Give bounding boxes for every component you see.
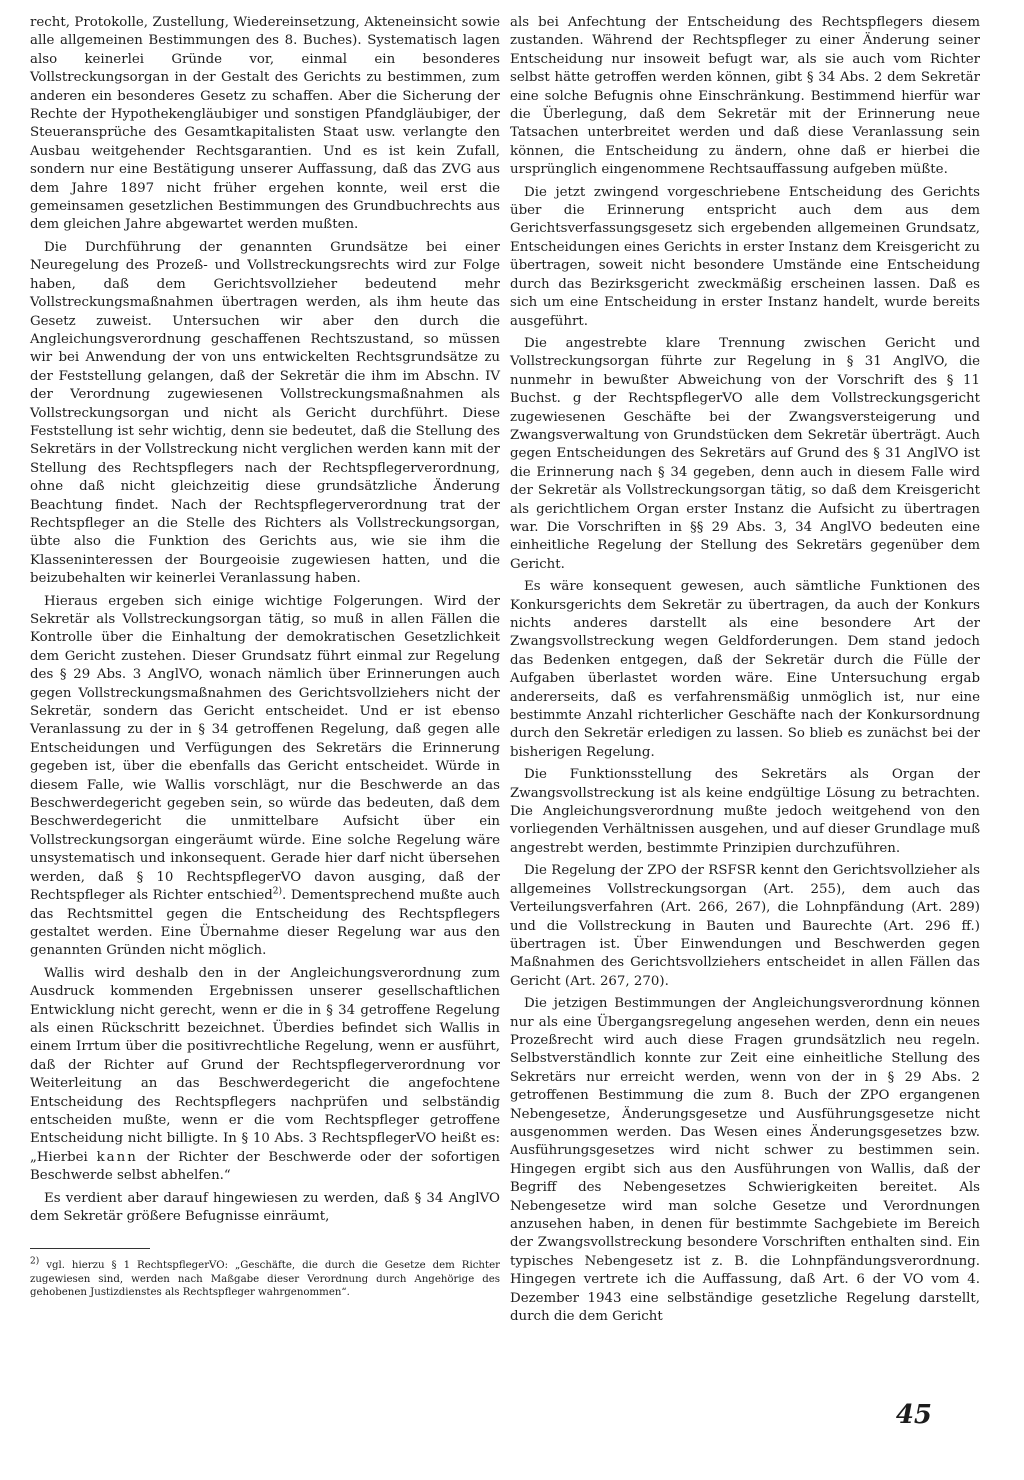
right-paragraph-6: Die Regelung der ZPO der RSFSR kennt den Gerichtsvollzieher als allgemeines Vollstreckungsorgan (Art. 255), dem auch das Verteilungsverfahren (Art. 266, 267), die Lohnpfändung (Art. 289) und die Vollstreckung in Bauten und Baurechte (Art. 296 ff.) übertragen ist. Über Einwendungen und Beschwerden gegen Maßnahmen des Gerichtsvollziehers entscheidet in allen Fällen das Gericht (Art. 267, 270). xyxy=(510,863,980,989)
right-paragraph-5: Die Funktionsstellung des Sekretärs als Organ der Zwangsvollstreckung ist als keine endgültige Lösung zu betrachten. Die Angleichungsverordnung mußte jedoch weitgehend von den vorliegenden Verhältnissen ausgehen, und auf dieser Grundlage muß angestrebt werden, bestimmte Prinzipien durchzuführen. xyxy=(510,767,980,856)
left-paragraph-4-text: Wallis wird deshalb den in der Angleichungsverordnung zum Ausdruck kommenden Ergebnissen unserer gesellschaftlichen Entwicklung nicht gerecht, wenn er die in § 34 getroffene Regelung als einen Rückschritt bezeichnet. Überdies befindet sich Wallis in einem Irrtum über die positivrechtliche Regelung, wenn er ausführt, daß der Richter auf Grund der Rechtspflegerverordnung vor Weiterleitung an das Beschwerdegericht die angefochtene Entscheidung des Rechtspflegers nachprüfen und selbständig entscheiden mußte, wenn er die vom Rechtspfleger getroffene Entscheidung nicht billigte. In § 10 Abs. 3 RechtspflegerVO heißt es: „Hierbei xyxy=(30,965,500,1165)
right-paragraph-7: Die jetzigen Bestimmungen der Angleichungsverordnung können nur als eine Übergangsregelung angesehen werden, denn ein neues Prozeßrecht wird auch diese Fragen grundsätzlich neu regeln. Selbstverständlich konnte zur Zeit eine einheitliche Stellung des Sekretärs nur erreicht werden, wenn von der in § 29 Abs. 2 getroffenen Bestimmung die zum 8. Buch der ZPO ergangenen Nebengesetze, Änderungsgesetze und Ausführungsgesetze nicht ausgenommen werden. Das Wesen eines Änderungsgesetzes bzw. Ausführungsgesetzes wird nicht schwer zu bestimmen sein. Hingegen ergibt sich aus den Ausführungen von Wallis, daß der Begriff des Nebengesetzes Schwierigkeiten bereitet. Als Nebengesetze wird man solche Gesetze und Verordnungen anzusehen haben, in denen für bestimmte Sachgebiete im Bereich der Zwangsvollstreckung besondere Vorschriften enthalten sind. Ein typisches Nebengesetz ist z. B. die Lohnpfändungsverordnung. Hingegen vertrete ich die Auffassung, daß Art. 6 der VO vom 4. Dezember 1943 eine selbständige gesetzliche Regelung darstellt, durch die dem Gericht xyxy=(510,996,980,1325)
left-paragraph-4 xyxy=(30,965,500,1186)
footnote-marker: 2) xyxy=(30,1257,40,1268)
right-paragraph-2: Die jetzt zwingend vorgeschriebene Entscheidung des Gerichts über die Erinnerung entspricht auch dem aus dem Gerichtsverfassungsgesetz sich ergebenden allgemeinen Grundsatz, Entscheidungen eines Gerichts in erster Instanz dem Kreisgericht zu übertragen, soweit nicht besondere Umstände eine Entscheidung durch das Bezirksgericht zweckmäßig erscheinen lassen. Daß es sich um eine Entscheidung in erster Instanz handelt, wurde bereits ausgeführt. xyxy=(510,184,980,329)
right-paragraph-4: Es wäre konsequent gewesen, auch sämtliche Funktionen des Konkursgerichts dem Sekretär zu übertragen, da auch der Konkurs nichts anderes darstellt als eine besondere Art der Zwangsvollstreckung wegen Geldforderungen. Dem stand jedoch das Bedenken entgegen, daß der Sekretär durch die Fülle der Aufgaben überlastet worden wäre. Eine Untersuchung ergab andererseits, daß es verfahrensmäßig unmöglich ist, nur eine bestimmte Anzahl richterlicher Geschäfte nach der Konkursordnung durch den Sekretär erledigen zu lassen. So blieb es zunächst bei der bisherigen Regelung. xyxy=(510,579,980,760)
footnote-text: vgl. hierzu § 1 RechtspflegerVO: „Geschäfte, die durch die Gesetze dem Richter zugewiesen sind, werden nach Maßgabe dieser Verordnung durch Angehörige des gehobenen Justizdienstes als Rechtspfleger wahrgenommen“. xyxy=(30,1260,500,1298)
footnote-divider xyxy=(30,1248,150,1249)
right-paragraph-1: als bei Anfechtung der Entscheidung des Rechtspflegers diesem zustanden. Während der Rechtspfleger zu einer Änderung seiner Entscheidung nur insoweit befugt war, als sie auch vom Richter selbst hätte getroffen werden können, gibt § 34 Abs. 2 dem Sekretär eine solche Befugnis ohne Einschränkung. Bestimmend hierfür war die Überlegung, daß dem Sekretär mit der Erinnerung neue Tatsachen unterbreitet werden und daß diese Veranlassung sein können, die Entscheidung zu ändern, ohne daß er hierbei die ursprünglich eingenommene Rechtsauffassung aufgeben müßte. xyxy=(510,15,980,178)
left-paragraph-3 xyxy=(30,593,500,961)
right-column xyxy=(510,14,980,1330)
footnote xyxy=(30,1259,500,1299)
page-number: 45 xyxy=(895,1400,932,1430)
left-paragraph-3-text: Hieraus ergeben sich einige wichtige Folgerungen. Wird der Sekretär als Vollstreckungsorgan tätig, so muß in allen Fällen die Kontrolle über die Einhaltung der demokratischen Gesetzlichkeit dem Gericht zustehen. Dieser Grundsatz führt einmal zur Regelung des § 29 Abs. 3 AnglVO, wonach nämlich über Erinnerungen auch gegen Vollstreckungsmaßnahmen des Gerichtsvollziehers nicht der Sekretär, sondern das Gericht entscheidet. Und er ist ebenso Veranlassung zu der in § 34 getroffenen Regelung, daß gegen alle Entscheidungen und Verfügungen des Sekretärs die Erinnerung gegeben ist, über die ebenfalls das Gericht entscheidet. Würde in diesem Falle, wie Wallis vorschlägt, nur die Beschwerde an das Beschwerdegericht gegeben sein, so würde das bedeuten, daß dem Beschwerdegericht die unmittelbare Aufsicht über ein Vollstreckungsorgan eingeräumt würde. Eine solche Regelung wäre unsystematisch und inkonsequent. Gerade hier darf nicht übersehen werden, daß § 10 RechtspflegerVO davon ausging, daß der Rechtspfleger als Richter entschied xyxy=(30,593,500,904)
left-paragraph-2: Die Durchführung der genannten Grundsätze bei einer Neuregelung des Prozeß- und Vollstreckungsrechts wird zur Folge haben, daß dem Gerichtsvollzieher bedeutend mehr Vollstreckungsmaßnahmen übertragen werden, als ihm heute das Gesetz zuweist. Untersuchen wir aber den durch die Angleichungsverordnung geschaffenen Rechtszustand, so müssen wir bei Anwendung der von uns entwickelten Rechtsgrundsätze zu der Feststellung gelangen, daß der Sekretär die ihm im Abschn. IV der Verordnung zugewiesenen Vollstreckungsmaßnahmen als Vollstreckungsorgan und nicht als Gericht durchführt. Diese Feststellung ist sehr wichtig, denn sie bedeutet, daß die Stellung des Sekretärs in der Vollstreckung nicht verglichen werden kann mit der Stellung des Rechtspflegers nach der Rechtspflegerverordnung, ohne daß nicht gleichzeitig diese grundsätzliche Änderung Beachtung findet. Nach der Rechtspflegerverordnung trat der Rechtspfleger an die Stelle des Richters als Vollstreckungsorgan, übte also die Funktion des Gerichts aus, wie sie ihm die Klasseninteressen der Bourgeoisie zugewiesen hatten, und die beizubehalten wir keinerlei Veranlassung haben. xyxy=(30,239,500,587)
left-column xyxy=(30,14,500,1303)
right-paragraph-3: Die angestrebte klare Trennung zwischen Gericht und Vollstreckungsorgan führte zur Regelung in § 31 AnglVO, die nunmehr in bewußter Abweichung von der Vorschrift des § 11 Buchst. g der RechtspflegerVO alle dem Vollstreckungsgericht zugewiesenen Geschäfte bei der Zwangsversteigerung und Zwangsverwaltung von Grundstücken dem Sekretär überträgt. Auch gegen Entscheidungen des Sekretärs auf Grund des § 31 AnglVO ist die Erinnerung nach § 34 gegeben, denn auch in diesem Falle wird der Sekretär als Vollstreckungsorgan tätig, so daß dem Kreisgericht als gerichtlichem Organ erster Instanz die Aufsicht zu übertragen war. Die Vorschriften in §§ 29 Abs. 3, 34 AnglVO bedeuten eine einheitliche Regelung der Stellung des Sekretärs gegenüber dem Gericht. xyxy=(510,335,980,572)
footnote-reference: 2) xyxy=(272,886,283,897)
left-paragraph-1: recht, Protokolle, Zustellung, Wiedereinsetzung, Akteneinsicht sowie alle allgemeinen Bestimmungen des 8. Buches). Systematisch lagen also keinerlei Gründe vor, einmal ein besonderes Vollstreckungsorgan in der Gestalt des Gerichts zu bestimmen, zum anderen ein besonderes Gesetz zu schaffen. Aber die Sicherung der Rechte der Hypothekengläubiger und sonstigen Pfandgläubiger, der Steueransprüche des Gesamtkapitalisten Staat usw. verlangte den Ausbau weitgehender Rechtsgarantien. Und es ist kein Zufall, sondern nur eine Bestätigung unserer Auffassung, daß das ZVG aus dem Jahre 1897 nicht früher ergehen konnte, weil erst die gemeinsamen gesetzlichen Bestimmungen des Grundbuchrechts aus dem gleichen Jahre abgewartet werden mußten. xyxy=(30,15,500,233)
left-paragraph-3-tail: . Dementsprechend mußte auch das Rechtsmittel gegen die Entscheidung des Rechtspflegers gestaltet werden. Eine Übernahme dieser Regelung war aus den genannten Gründen nicht möglich. xyxy=(30,888,501,959)
spaced-emphasis: kann xyxy=(96,1149,138,1165)
left-paragraph-4-tail: der Richter der Beschwerde oder der sofortigen Beschwerde selbst abhelfen.“ xyxy=(30,1149,500,1184)
left-paragraph-5: Es verdient aber darauf hingewiesen zu werden, daß § 34 AnglVO dem Sekretär größere Befugnisse einräumt, xyxy=(30,1190,500,1224)
